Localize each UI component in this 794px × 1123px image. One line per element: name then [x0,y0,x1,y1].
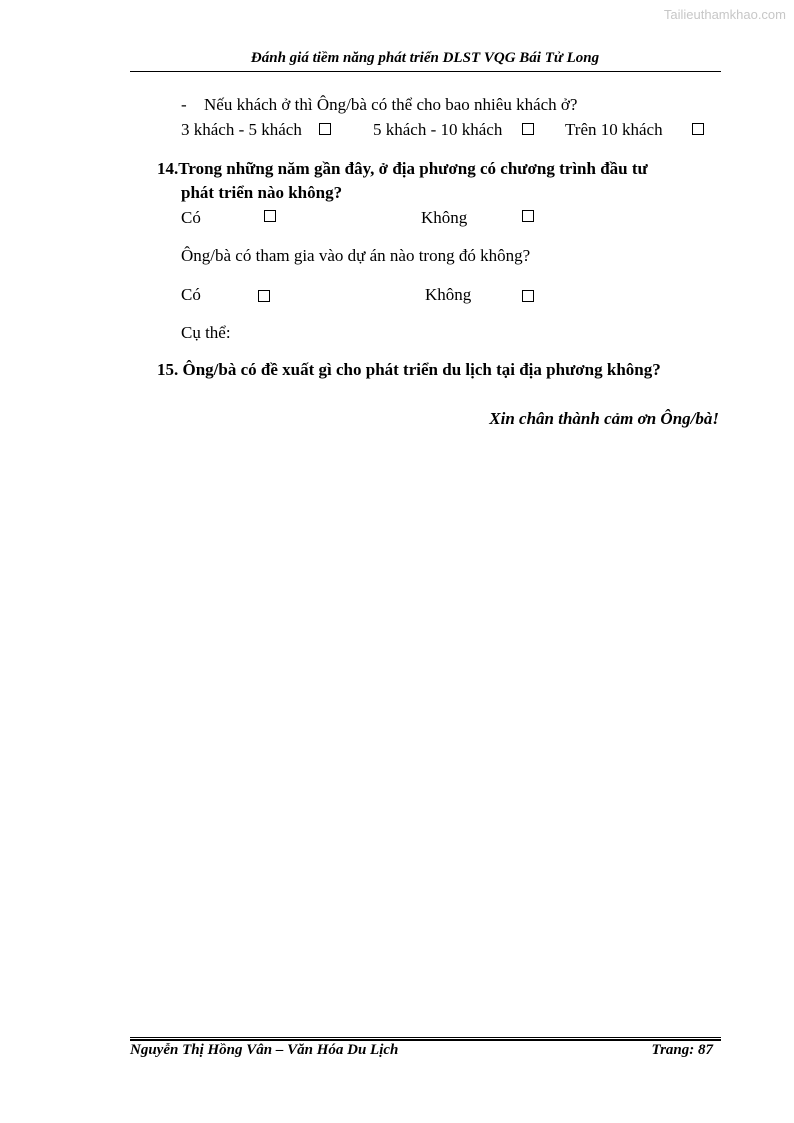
q14-sub-question: Ông/bà có tham gia vào dự án nào trong đó không? [181,246,531,265]
q14-yes-label: Có [181,208,201,227]
q13-option-1-label: 3 khách - 5 khách [181,120,302,139]
q14-no-checkbox[interactable] [522,210,534,222]
thanks-text: Xin chân thành cảm ơn Ông/bà! [489,409,719,428]
q13-option-1-checkbox[interactable] [319,123,331,135]
q13-option-2-label: 5 khách - 10 khách [373,120,503,139]
q14-sub-yes-checkbox[interactable] [258,290,270,302]
header-title: Đánh giá tiềm năng phát triển DLST VQG Bái Tử Long [250,50,600,66]
q13-question: Nếu khách ở thì Ông/bà có thể cho bao nhiêu khách ở? [204,95,578,114]
watermark: Tailieuthamkhao.com [663,7,786,22]
footer-page-number: Trang: 87 [651,1042,713,1058]
q14-title-line2: phát triển nào không? [181,183,343,202]
q14-yes-checkbox[interactable] [264,210,276,222]
q15-title: 15. Ông/bà có đề xuất gì cho phát triển du lịch tại địa phương không? [157,360,661,379]
q13-option-3-label: Trên 10 khách [565,120,663,139]
q13-dash: - [181,95,187,114]
q14-sub-yes-label: Có [181,285,201,304]
q14-sub-no-checkbox[interactable] [522,290,534,302]
footer-author: Nguyễn Thị Hồng Vân – Văn Hóa Du Lịch [130,1042,399,1058]
q14-specific-label: Cụ thể: [181,323,231,342]
q14-no-label: Không [421,208,468,227]
q13-option-3-checkbox[interactable] [692,123,704,135]
q13-option-2-checkbox[interactable] [522,123,534,135]
header-rule [130,71,721,72]
footer-rule-thick [130,1039,721,1041]
footer-rule [130,1037,721,1038]
q14-title-line1: 14.Trong những năm gần đây, ở địa phương có chương trình đầu tư [157,159,648,178]
q14-sub-no-label: Không [425,285,472,304]
